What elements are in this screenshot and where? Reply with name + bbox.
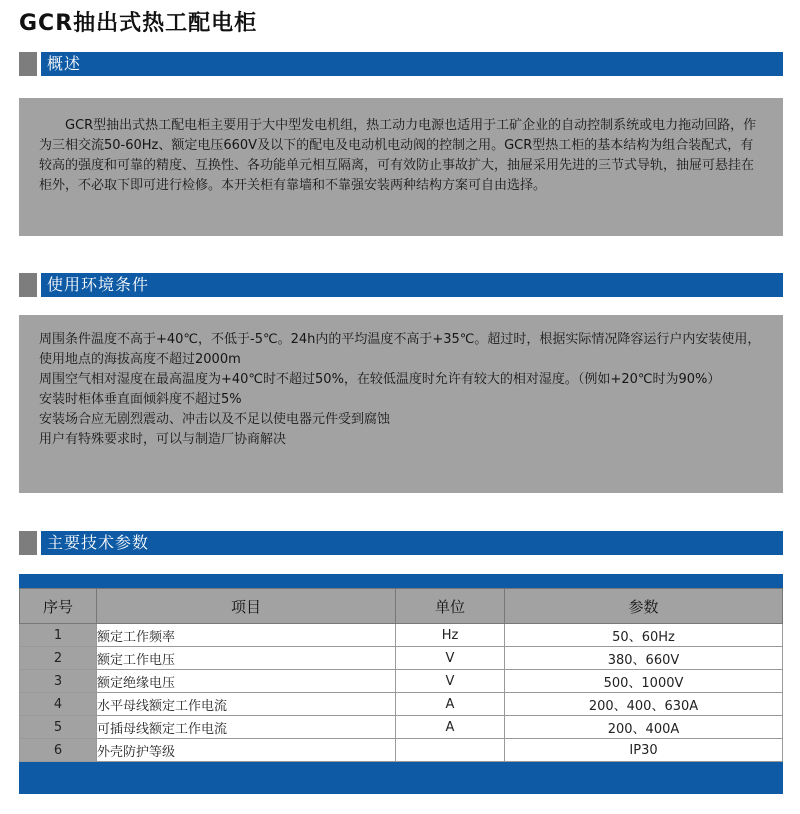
table-row [20,716,783,739]
row-value: IP30 [505,739,783,762]
row-item: 外壳防护等级 [97,739,396,762]
row-value: 200、400A [505,716,783,739]
row-value: 380、660V [505,647,783,670]
params-table-frame [19,574,783,794]
section-marker [19,273,37,297]
row-value: 500、1000V [505,670,783,693]
row-unit: V [396,647,505,670]
section-title-overview: 概述 [47,54,82,73]
row-unit: V [396,670,505,693]
section-header-overview [19,52,783,76]
row-number: 3 [20,670,97,693]
environment-line: 安装场合应无剧烈震动、冲击以及不足以使电器元件受到腐蚀 [39,412,391,427]
row-unit: A [396,693,505,716]
row-item: 额定绝缘电压 [97,670,396,693]
table-row [20,739,783,762]
params-table [19,588,783,762]
row-item: 额定工作频率 [97,624,396,647]
column-header-value: 参数 [505,589,783,624]
section-marker [19,531,37,555]
environment-panel [19,315,783,493]
row-number: 2 [20,647,97,670]
column-header-item: 项目 [97,589,396,624]
row-item: 额定工作电压 [97,647,396,670]
table-row [20,647,783,670]
row-number: 4 [20,693,97,716]
section-marker [19,52,37,76]
table-header-row [20,589,783,624]
row-unit [396,739,505,762]
row-value: 50、60Hz [505,624,783,647]
column-header-unit: 单位 [396,589,505,624]
environment-line: 周围空气相对湿度在最高温度为+40℃时不超过50%，在较低温度时允许有较大的相对湿度。（例如+20℃时为90%） [39,372,721,387]
table-row [20,693,783,716]
row-value: 200、400、630A [505,693,783,716]
row-number: 1 [20,624,97,647]
row-unit: Hz [396,624,505,647]
section-title-environment: 使用环境条件 [47,275,150,294]
row-unit: A [396,716,505,739]
row-number: 6 [20,739,97,762]
environment-line: 周围条件温度不高于+40℃，不低于-5℃。24h内的平均温度不高于+35℃。超过时，根据实际情况降容运行户内安装使用，使用地点的海拔高度不超过2000m [39,332,761,367]
table-row [20,624,783,647]
page-title: GCR抽出式热工配电柜 [19,11,258,36]
row-item: 可插母线额定工作电流 [97,716,396,739]
section-title-params: 主要技术参数 [47,533,150,552]
table-row [20,670,783,693]
environment-line: 安装时柜体垂直面倾斜度不超过5% [39,392,242,407]
row-number: 5 [20,716,97,739]
section-header-params [19,531,783,555]
overview-panel [19,98,783,236]
environment-line: 用户有特殊要求时，可以与制造厂协商解决 [39,432,287,447]
row-item: 水平母线额定工作电流 [97,693,396,716]
section-header-environment [19,273,783,297]
overview-text: GCR型抽出式热工配电柜主要用于大中型发电机组，热工动力电源也适用于工矿企业的自动控制系统或电力拖动回路，作为三相交流50-60Hz、额定电压660V及以下的配电及电动机电动阀的控制之用。GCR型热工柜的基本结构为组合装配式，有较高的强度和可靠的精度、互换性、各功能单元相互隔离，可有效防止事故扩大，抽屉采用先进的三节式导轨，抽屉可悬挂在柜外，不必取下即可进行检修。本开关柜有靠墙和不靠强安装两种结构方案可自由选择。 [39,118,757,193]
column-header-no: 序号 [20,589,97,624]
